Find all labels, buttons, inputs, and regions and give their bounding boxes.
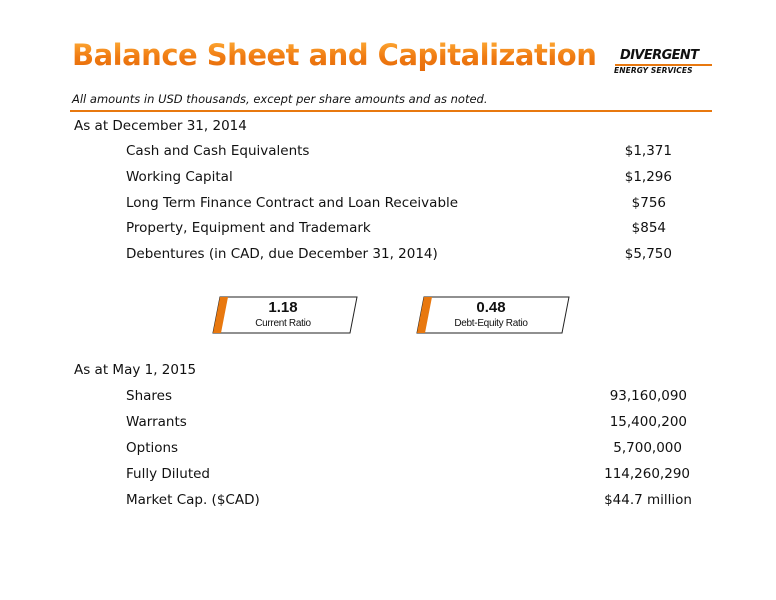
row-value: $44.7 million [604, 492, 692, 508]
balance-row [126, 220, 692, 240]
capitalization-row [126, 492, 692, 512]
balance-heading: As at December 31, 2014 [74, 118, 247, 134]
row-label: Debentures (in CAD, due December 31, 2014) [126, 246, 438, 262]
balance-row [126, 143, 692, 163]
company-logo [612, 48, 712, 78]
row-label: Cash and Cash Equivalents [126, 143, 310, 159]
row-value: 93,160,090 [609, 388, 687, 404]
row-label: Long Term Finance Contract and Loan Receivable [126, 195, 459, 211]
debt-equity-ratio-box [412, 296, 562, 334]
row-label: Property, Equipment and Trademark [126, 220, 371, 236]
current-ratio-box [208, 296, 358, 334]
ratio-caption: Debt-Equity Ratio [454, 318, 528, 329]
page-title: Balance Sheet and Capitalization [72, 38, 597, 72]
row-label: Shares [126, 388, 172, 404]
row-value: $756 [631, 195, 666, 211]
row-label: Fully Diluted [126, 466, 210, 482]
ratio-caption: Current Ratio [255, 318, 311, 329]
ratio-value: 0.48 [476, 299, 506, 316]
row-value: 15,400,200 [609, 414, 687, 430]
logo-wordmark: DIVERGENT [620, 48, 699, 63]
capitalization-row [126, 466, 692, 486]
balance-row [126, 169, 692, 189]
row-value: $854 [631, 220, 666, 236]
row-value: 5,700,000 [613, 440, 682, 456]
row-value: 114,260,290 [604, 466, 690, 482]
capitalization-row [126, 440, 692, 460]
header-divider [70, 110, 712, 112]
ratio-value: 1.18 [268, 299, 298, 316]
row-label: Warrants [126, 414, 187, 430]
capitalization-row [126, 414, 692, 434]
row-value: $5,750 [624, 246, 672, 262]
row-value: $1,371 [624, 143, 672, 159]
row-label: Working Capital [126, 169, 233, 185]
logo-tagline: ENERGY SERVICES [614, 66, 693, 75]
capitalization-row [126, 388, 692, 408]
row-label: Market Cap. ($CAD) [126, 492, 260, 508]
balance-row [126, 195, 692, 215]
row-value: $1,296 [624, 169, 672, 185]
row-label: Options [126, 440, 179, 456]
capitalization-heading: As at May 1, 2015 [74, 362, 197, 378]
units-note: All amounts in USD thousands, except per share amounts and as noted. [72, 92, 488, 106]
balance-row [126, 246, 692, 266]
